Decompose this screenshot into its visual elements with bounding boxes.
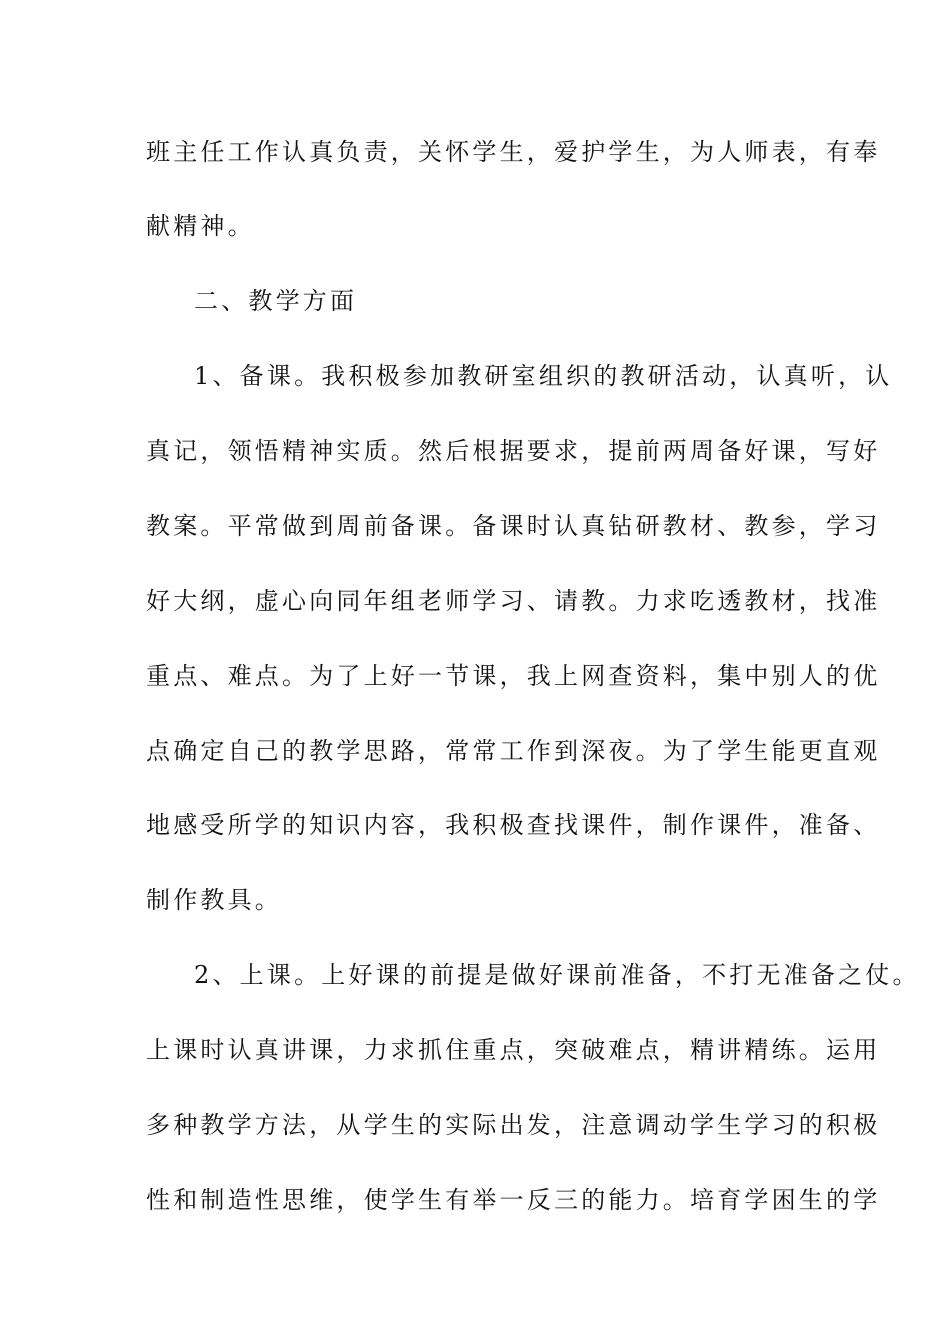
text-line-11: 制作教具。 <box>146 886 282 914</box>
text-line-1: 班主任工作认真负责，关怀学生，爱护学生，为人师表，有奉 <box>146 138 881 166</box>
text-line-9: 点确定自己的教学思路，常常工作到深夜。为了学生能更直观 <box>146 737 881 765</box>
text-line-5: 真记，领悟精神实质。然后根据要求，提前两周备好课，写好 <box>146 437 881 465</box>
text-line-14: 多种教学方法，从学生的实际出发，注意调动学生学习的积极 <box>146 1111 881 1139</box>
text-line-8: 重点、难点。为了上好一节课，我上网查资料，集中别人的优 <box>146 662 881 690</box>
text-line-10: 地感受所学的知识内容，我积极查找课件，制作课件，准备、 <box>146 811 881 839</box>
text-line-4: 1、备课。我积极参加教研室组织的教研活动，认真听，认 <box>194 362 893 390</box>
section-heading: 二、教学方面 <box>194 287 358 315</box>
text-line-2: 献精神。 <box>146 212 255 240</box>
text-line-7: 好大纲，虚心向同年组老师学习、请教。力求吃透教材，找准 <box>146 587 881 615</box>
text-line-15: 性和制造性思维，使学生有举一反三的能力。培育学困生的学 <box>146 1186 881 1214</box>
text-line-13: 上课时认真讲课，力求抓住重点，突破难点，精讲精练。运用 <box>146 1036 881 1064</box>
text-line-6: 教案。平常做到周前备课。备课时认真钻研教材、教参，学习 <box>146 512 881 540</box>
text-line-12: 2、上课。上好课的前提是做好课前准备，不打无准备之仗。 <box>194 961 920 989</box>
